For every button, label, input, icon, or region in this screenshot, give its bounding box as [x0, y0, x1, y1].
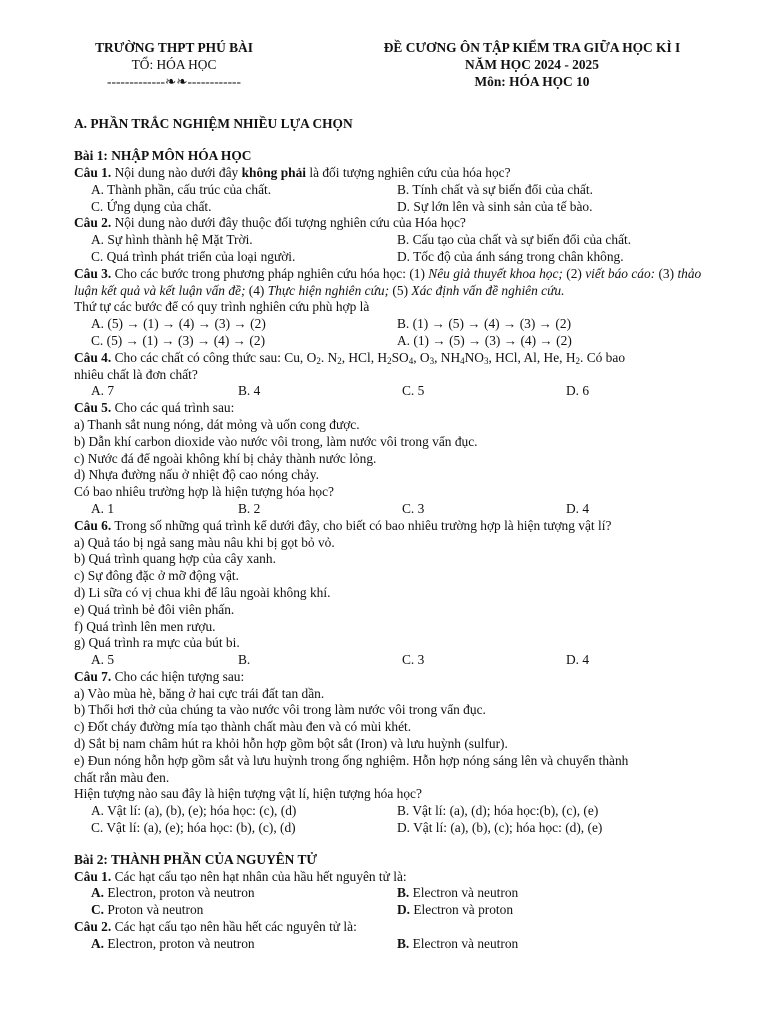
answer-b: B. Cấu tạo của chất và sự biến đổi của chất. — [397, 232, 632, 248]
process-item: d) Li sữa có vị chua khi để lâu ngoài không khí. — [74, 584, 331, 600]
answer-c: C. Ứng dụng của chất. — [91, 198, 212, 214]
answer-label: B. — [397, 935, 410, 951]
answer-row — [74, 885, 710, 902]
process-item: d) Nhựa đường nấu ở nhiệt độ cao nóng chảy. — [74, 467, 319, 483]
question-text: Trong số những quá trình kể dưới đây, cho biết có bao nhiêu trường hợp là hiện tượng vật lí? — [111, 517, 612, 533]
subscript: 4 — [460, 355, 465, 366]
answer-c: C. 5 — [402, 383, 425, 399]
answer-b: B. 2 — [238, 500, 261, 516]
answer-c: C. Vật lí: (a), (e); hóa học: (b), (c), (d) — [91, 820, 296, 836]
question-text: (3) — [655, 265, 678, 281]
process-item: e) Quá trình bẻ đôi viên phấn. — [74, 601, 235, 617]
step-1: Nêu giả thuyết khoa học; — [428, 265, 563, 281]
question-emphasis: không phải — [241, 164, 306, 180]
answer-text: Electron và neutron — [409, 885, 519, 901]
school-year: NĂM HỌC 2024 - 2025 — [465, 56, 599, 72]
school-name: TRƯỜNG THPT PHÚ BÀI — [95, 40, 253, 55]
question-text: Cho các quá trình sau: — [111, 400, 235, 416]
question-number: Câu 3. — [74, 265, 112, 281]
process-item: b) Dẫn khí carbon dioxide vào nước vôi trong, làm nước vôi trong vẩn đục. — [74, 433, 478, 449]
answer-label: A. — [91, 885, 105, 901]
answer-row — [74, 199, 710, 216]
answer-row — [74, 501, 710, 518]
header-left — [74, 40, 274, 90]
question-text: , O — [413, 349, 430, 365]
question-text: Cho các hiện tượng sau: — [111, 668, 245, 684]
question-1-1 — [74, 165, 710, 182]
question-ask: Hiện tượng nào sau đây là hiện tượng vật lí, hiện tượng hóa học? — [74, 786, 422, 802]
answer-row — [74, 316, 710, 333]
question-text: (2) — [562, 265, 586, 281]
answer-b: B. Tính chất và sự biến đổi của chất. — [397, 181, 593, 197]
answer-label: B. — [397, 885, 410, 901]
process-item: f) Quá trình lên men rượu. — [74, 618, 216, 634]
phenomenon-item: e) Đun nóng hỗn hợp gồm sắt và lưu huỳnh trong ống nghiệm. Hỗn hợp nóng sáng lên và chuyển thành — [74, 752, 629, 768]
answer-label: C. — [91, 902, 105, 918]
header-divider: -------------❧❧------------ — [107, 73, 241, 89]
phenomenon-item: chất rắn màu đen. — [74, 769, 170, 785]
answer-d: D. Tốc độ của ánh sáng trong chân không. — [397, 248, 624, 264]
subscript: 4 — [408, 355, 414, 366]
question-1-6 — [74, 518, 710, 535]
answer-a — [91, 936, 397, 953]
question-ask: Có bao nhiêu trường hợp là hiện tượng hóa học? — [74, 484, 334, 500]
question-text: Nội dung nào dưới đây — [111, 164, 242, 180]
question-text: , HCl, Al, He, H — [488, 349, 576, 365]
answer-text: Electron và neutron — [409, 935, 519, 951]
step-3: thảo luận kết quả và kết luận vấn đề; — [74, 265, 702, 298]
document-title: ĐỀ CƯƠNG ÔN TẬP KIỂM TRA GIỮA HỌC KÌ I — [383, 40, 681, 55]
process-item: c) Sự đông đặc ở mỡ động vật. — [74, 568, 239, 584]
question-text: Các hạt cấu tạo nên hầu hết các nguyên tử là: — [111, 919, 357, 935]
question-text: Các hạt cấu tạo nên hạt nhân của hầu hết nguyên tử là: — [111, 868, 407, 884]
answer-a: A. (5) → (1) → (4) → (3) → (2) — [91, 316, 266, 332]
question-number: Câu 4. — [74, 349, 112, 365]
phenomenon-item: c) Đốt cháy đường mía tạo thành chất màu đen và có mùi khét. — [74, 719, 412, 735]
answer-b: B. Vật lí: (a), (d); hóa học:(b), (c), (e) — [397, 803, 599, 819]
question-text: Nội dung nào dưới đây thuộc đối tượng nghiên cứu của Hóa học? — [111, 215, 466, 231]
question-text: (4) — [245, 282, 268, 298]
question-number: Câu 2. — [74, 215, 112, 231]
phenomenon-item: d) Sắt bị nam châm hút ra khỏi hỗn hợp gồm bột sắt (Iron) và lưu huỳnh (sulfur). — [74, 736, 508, 752]
answer-row — [74, 249, 710, 266]
process-item: g) Quá trình ra mực của bút bi. — [74, 635, 240, 651]
lesson-1-title: Bài 1: NHẬP MÔN HÓA HỌC — [74, 148, 252, 164]
answer-a: A. 5 — [91, 652, 115, 668]
answer-row — [74, 820, 710, 837]
question-text: (5) — [389, 282, 412, 298]
question-text: SO — [391, 349, 409, 365]
header-right — [342, 40, 722, 90]
answer-a: A. Thành phần, cấu trúc của chất. — [91, 181, 272, 197]
question-text: là đối tượng nghiên cứu của hóa học? — [306, 164, 511, 180]
answer-b: B. (1) → (5) → (4) → (3) → (2) — [397, 316, 572, 332]
lesson-2-title: Bài 2: THÀNH PHẦN CỦA NGUYÊN TỬ — [74, 851, 318, 867]
answer-label: A. — [91, 935, 105, 951]
question-2-1 — [74, 869, 710, 886]
step-2: viết báo cáo: — [585, 265, 656, 281]
answer-text: Proton và neutron — [104, 902, 204, 918]
answer-a: A. 7 — [91, 383, 115, 399]
answer-c: C. 3 — [402, 500, 425, 516]
document-header — [74, 40, 710, 90]
subject-name: Môn: HÓA HỌC 10 — [474, 73, 590, 89]
phenomenon-item: a) Vào mùa hè, băng ở hai cực trái đất tan dần. — [74, 685, 325, 701]
answer-c: C. Quá trình phát triển của loại người. — [91, 248, 296, 264]
question-text: nhiêu chất là đơn chất? — [74, 366, 198, 382]
answer-a: A. Vật lí: (a), (b), (e); hóa học: (c), (d) — [91, 803, 297, 819]
answer-row — [74, 936, 710, 953]
answer-d: D. 4 — [566, 652, 590, 668]
answer-label: D. — [397, 902, 411, 918]
answer-c — [91, 902, 397, 919]
answer-a — [91, 885, 397, 902]
answer-text: Electron, proton và neutron — [104, 935, 255, 951]
answer-c: C. 3 — [402, 652, 425, 668]
question-2-2 — [74, 919, 710, 936]
answer-a: A. 1 — [91, 500, 115, 516]
subscript: 2 — [337, 355, 342, 366]
answer-d — [397, 902, 697, 919]
answer-d: A. (1) → (5) → (3) → (4) → (2) — [397, 332, 572, 348]
question-1-4 — [74, 350, 710, 367]
question-1-3 — [74, 266, 710, 300]
answer-d: D. 4 — [566, 500, 590, 516]
question-text: NO — [464, 349, 484, 365]
step-4: Thực hiện nghiên cứu; — [267, 282, 390, 298]
process-item: a) Thanh sắt nung nóng, dát mỏng và uốn cong được. — [74, 416, 360, 432]
answer-row — [74, 182, 710, 199]
answer-row — [74, 803, 710, 820]
answer-row — [74, 652, 710, 669]
question-number: Câu 1. — [74, 164, 112, 180]
question-number: Câu 5. — [74, 400, 112, 416]
answer-d: D. Vật lí: (a), (b), (c); hóa học: (d), (e) — [397, 820, 603, 836]
question-1-2 — [74, 215, 710, 232]
answer-row — [74, 383, 710, 400]
answer-row — [74, 333, 710, 350]
question-text: . Có bao — [580, 349, 626, 365]
answer-d: D. Sự lớn lên và sinh sản của tế bào. — [397, 198, 593, 214]
step-5: Xác định vấn đề nghiên cứu. — [411, 282, 565, 298]
question-number: Câu 7. — [74, 668, 112, 684]
question-text: Thứ tự các bước để có quy trình nghiên cứu phù hợp là — [74, 299, 370, 315]
question-1-7 — [74, 669, 710, 686]
answer-b — [397, 885, 697, 902]
answer-row — [74, 902, 710, 919]
question-text: , NH — [434, 349, 461, 365]
answer-c: C. (5) → (1) → (3) → (4) → (2) — [91, 332, 266, 348]
answer-d: D. 6 — [566, 383, 590, 399]
process-item: b) Quá trình quang hợp của cây xanh. — [74, 551, 276, 567]
question-number: Câu 2. — [74, 919, 112, 935]
department-name: TỔ: HÓA HỌC — [131, 56, 217, 72]
answer-text: Electron, proton và neutron — [104, 885, 255, 901]
question-text: Cho các bước trong phương pháp nghiên cứu hóa học: (1) — [111, 265, 429, 281]
answer-b: B. 4 — [238, 383, 261, 399]
subscript: 3 — [429, 355, 435, 366]
section-a-heading: A. PHẦN TRẮC NGHIỆM NHIỀU LỰA CHỌN — [74, 116, 353, 132]
question-number: Câu 1. — [74, 868, 112, 884]
subscript: 2 — [575, 355, 581, 366]
answer-text: Electron và proton — [410, 902, 514, 918]
question-text: Cho các chất có công thức sau: Cu, O — [111, 349, 317, 365]
answer-b: B. — [238, 652, 251, 668]
question-text: . N — [320, 349, 338, 365]
process-item: a) Quả táo bị ngả sang màu nâu khi bị gọt bỏ vỏ. — [74, 534, 335, 550]
subscript: 3 — [483, 355, 489, 366]
question-number: Câu 6. — [74, 517, 112, 533]
question-1-5 — [74, 400, 710, 417]
subscript: 2 — [316, 355, 321, 366]
answer-b — [397, 936, 697, 953]
answer-row — [74, 232, 710, 249]
answer-a: A. Sự hình thành hệ Mặt Trời. — [91, 232, 253, 248]
question-text: , HCl, H — [341, 349, 388, 365]
phenomenon-item: b) Thổi hơi thở của chúng ta vào nước vôi trong làm nước vôi trong vẩn đục. — [74, 702, 486, 718]
subscript: 2 — [387, 355, 392, 366]
process-item: c) Nước đá để ngoài không khí bị chảy thành nước lỏng. — [74, 450, 377, 466]
